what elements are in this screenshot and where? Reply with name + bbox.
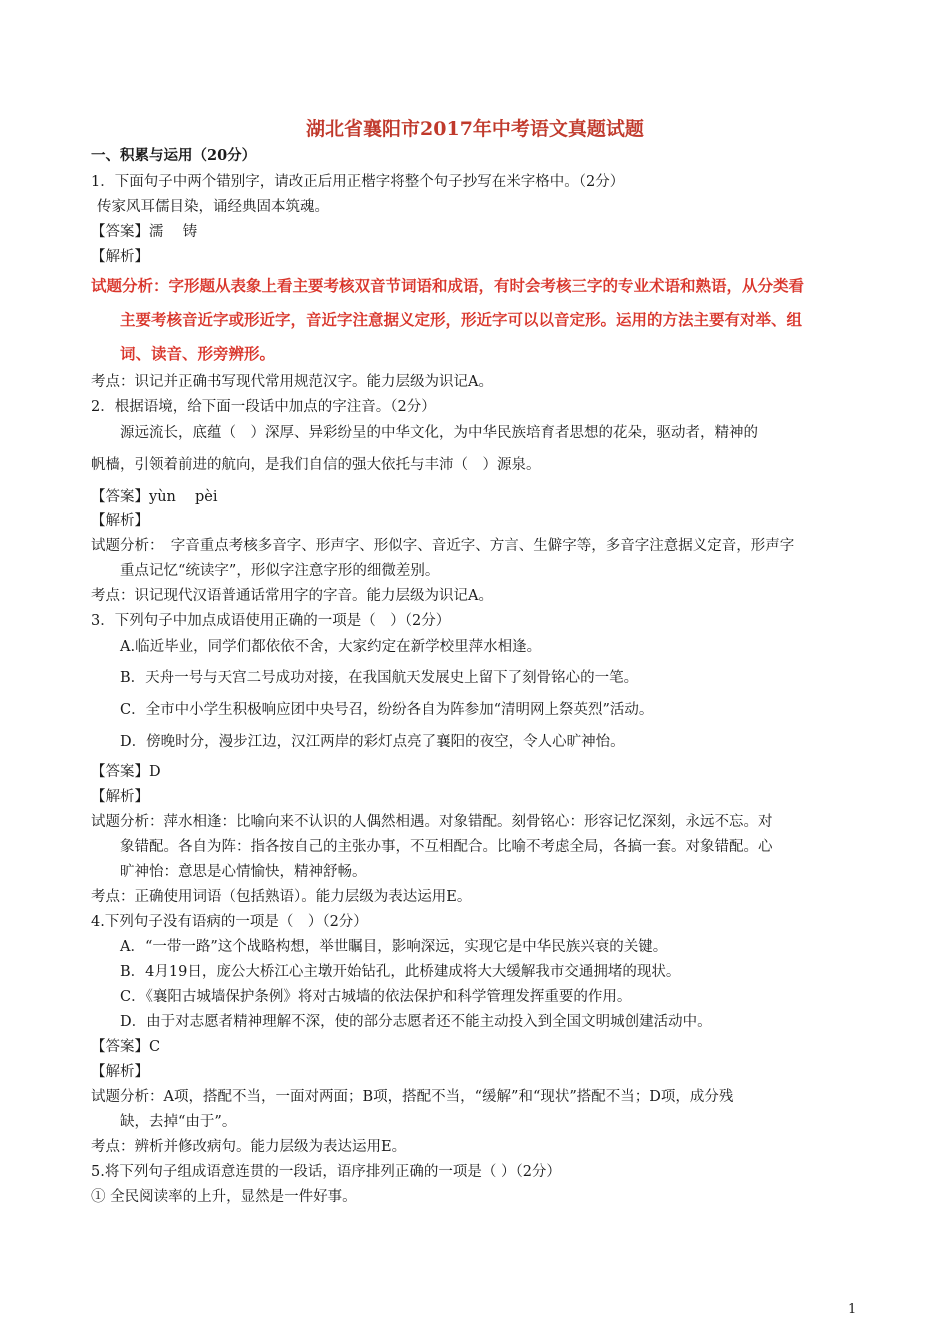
q1-stem: 1．下面句子中两个错别字，请改正后用正楷字将整个句子抄写在米字格中。（2分） xyxy=(91,174,625,190)
q2-stem: 2．根据语境，给下面一段话中加点的字注音。（2分） xyxy=(91,399,436,415)
q3-option-c: C．全市中小学生积极响应团中央号召，纷纷各自为阵参加“清明网上祭英烈”活动。 xyxy=(120,702,654,718)
section-heading: 一、积累与运用（20分） xyxy=(91,147,257,164)
q3-analysis-line-3: 旷神怡：意思是心情愉快，精神舒畅。 xyxy=(120,864,367,880)
q2-analysis-line-1: 试题分析： 字音重点考核多音字、形声字、形似字、音近字、方言、生僻字等，多音字注意据义定音，形声字 xyxy=(91,538,795,554)
q1-kaodian: 考点：识记并正确书写现代常用规范汉字。能力层级为识记A。 xyxy=(91,374,493,390)
q3-analysis-line-1: 试题分析：萍水相逢：比喻向来不认识的人偶然相遇。对象错配。刻骨铭心：形容记忆深刻，永远不忘。对 xyxy=(91,814,773,830)
q2-analysis-line-2: 重点记忆“统读字”，形似字注意字形的细微差别。 xyxy=(120,563,440,579)
q3-answer: 【答案】D xyxy=(91,764,161,780)
page-title: 湖北省襄阳市2017年中考语文真题试题 xyxy=(306,118,644,140)
q3-option-a: A.临近毕业，同学们都依依不舍，大家约定在新学校里萍水相逢。 xyxy=(120,639,542,655)
q1-answer: 【答案】濡 铸 xyxy=(91,224,198,240)
q4-analysis-head: 【解析】 xyxy=(91,1064,149,1080)
q3-option-d: D．傍晚时分，漫步江边，汉江两岸的彩灯点亮了襄阳的夜空，令人心旷神怡。 xyxy=(120,734,625,750)
q1-analysis-line-1: 试题分析：字形题从表象上看主要考核双音节词语和成语，有时会考核三字的专业术语和熟语，从分类看 xyxy=(91,277,805,295)
q4-option-b: B．4月19日，庞公大桥江心主墩开始钻孔，此桥建成将大大缓解我市交通拥堵的现状。 xyxy=(120,964,681,980)
q2-analysis-head: 【解析】 xyxy=(91,513,149,529)
q5-item-1: ① 全民阅读率的上升，显然是一件好事。 xyxy=(91,1189,357,1205)
q3-kaodian: 考点：正确使用词语（包括熟语）。能力层级为表达运用E。 xyxy=(91,889,472,905)
q5-stem: 5.将下列句子组成语意连贯的一段话，语序排列正确的一项是（ ）（2分） xyxy=(91,1164,561,1180)
q2-answer: 【答案】yùn pèi xyxy=(91,489,218,505)
q4-option-a: A．“一带一路”这个战略构想，举世瞩目，影响深远，实现它是中华民族兴衰的关键。 xyxy=(120,939,668,955)
q3-analysis-line-2: 象错配。各自为阵：指各按自己的主张办事，不互相配合。比喻不考虑全局，各搞一套。对象错配。心 xyxy=(120,839,773,855)
q1-analysis-head: 【解析】 xyxy=(91,249,149,265)
q1-analysis-line-2: 主要考核音近字或形近字，音近字注意据义定形，形近字可以以音定形。运用的方法主要有对举、组 xyxy=(120,311,803,329)
q4-answer: 【答案】C xyxy=(91,1039,161,1055)
q4-option-c: C．《襄阳古城墙保护条例》将对古城墙的依法保护和科学管理发挥重要的作用。 xyxy=(120,989,632,1005)
q1-analysis-line-3: 词、读音、形旁辨形。 xyxy=(120,345,276,363)
q2-paragraph-line-1: 源远流长，底蕴（ ）深厚、异彩纷呈的中华文化，为中华民族培育者思想的花朵，驱动者，精神的 xyxy=(120,425,758,441)
q3-analysis-head: 【解析】 xyxy=(91,789,149,805)
q4-analysis-line-1: 试题分析：A项，搭配不当，一面对两面；B项，搭配不当，“缓解”和“现状”搭配不当；D项，成分残 xyxy=(91,1089,734,1105)
q1-sentence: 传家风耳儒目染，诵经典固本筑魂。 xyxy=(97,199,329,215)
q2-kaodian: 考点：识记现代汉语普通话常用字的字音。能力层级为识记A。 xyxy=(91,588,493,604)
q4-option-d: D．由于对志愿者精神理解不深，使的部分志愿者还不能主动投入到全国文明城创建活动中。 xyxy=(120,1014,712,1030)
q4-analysis-line-2: 缺，去掉“由于”。 xyxy=(120,1114,237,1130)
q4-stem: 4.下列句子没有语病的一项是（ ）（2分） xyxy=(91,914,368,930)
q3-stem: 3．下列句子中加点成语使用正确的一项是（ ）（2分） xyxy=(91,613,451,629)
q4-kaodian: 考点：辨析并修改病句。能力层级为表达运用E。 xyxy=(91,1139,407,1155)
q3-option-b: B．天舟一号与天宫二号成功对接，在我国航天发展史上留下了刻骨铭心的一笔。 xyxy=(120,670,639,686)
q2-paragraph-line-2: 帆樯，引领着前进的航向，是我们自信的强大依托与丰沛（ ）源泉。 xyxy=(91,457,541,473)
page-number: 1 xyxy=(848,1302,857,1317)
